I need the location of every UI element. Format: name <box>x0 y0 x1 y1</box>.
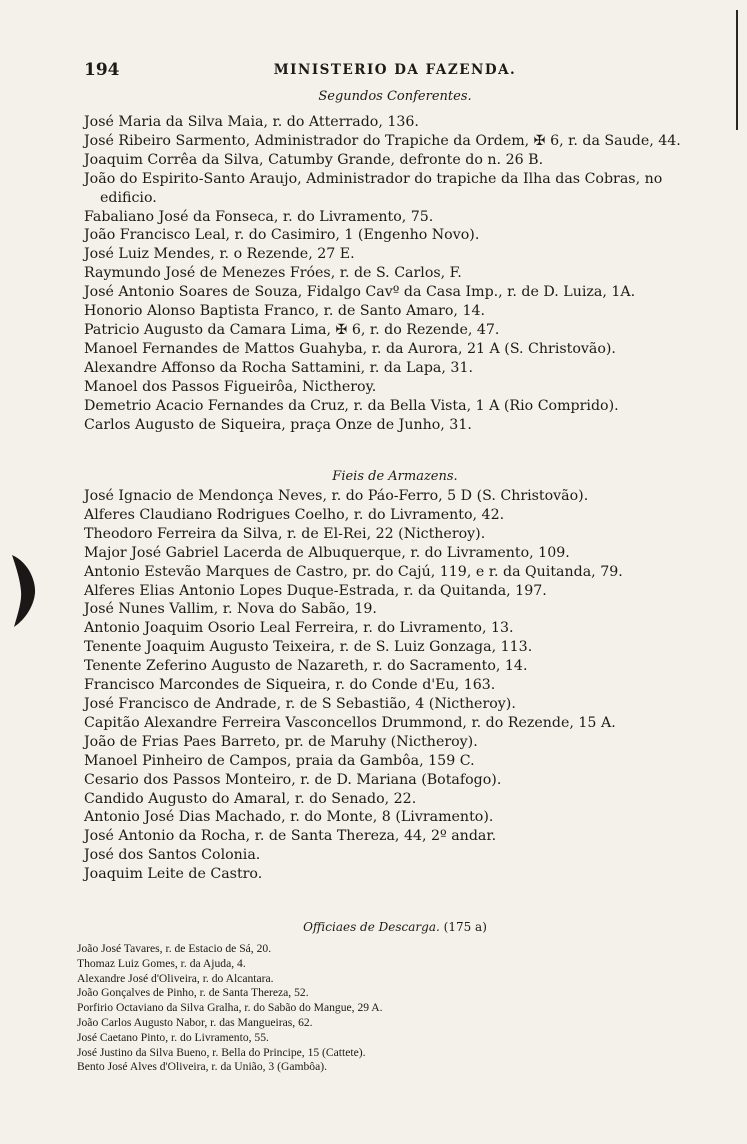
entry-item: Antonio José Dias Machado, r. do Monte, 8 (Livramento). <box>84 809 494 826</box>
entry-item: João Francisco Leal, r. do Casimiro, 1 (Engenho Novo). <box>84 227 480 244</box>
entry-item: Manoel Pinheiro de Campos, praia da Gambôa, 159 C. <box>84 752 475 769</box>
entry-item: José Luiz Mendes, r. o Rezende, 27 E. <box>84 246 355 263</box>
entry-item: José Ribeiro Sarmento, Administrador do Trapiche da Ordem, ✠ 6, r. da Saude, 44. <box>84 132 681 149</box>
running-head <box>84 60 706 84</box>
entry-item: José Caetano Pinto, r. do Livramento, 55. <box>77 1030 269 1044</box>
entry-item: João do Espirito-Santo Araujo, Administrador do trapiche da Ilha das Cobras, no edificio. <box>84 170 663 206</box>
entry-item: Honorio Alonso Baptista Franco, r. de Santo Amaro, 14. <box>84 303 486 320</box>
section-note: (175 a) <box>443 920 487 934</box>
entry-item: Alexandre Affonso da Rocha Sattamini, r. da Lapa, 31. <box>84 359 473 376</box>
entry-item: José dos Santos Colonia. <box>84 847 261 864</box>
entry-list-officiaes-de-descarga <box>77 942 677 1075</box>
entry-list-segundos-conferentes <box>84 113 712 434</box>
entry-item: José Antonio da Rocha, r. de Santa Thereza, 44, 2º andar. <box>84 828 497 845</box>
entry-item: Carlos Augusto de Siqueira, praça Onze de Junho, 31. <box>84 416 472 433</box>
entry-item: Manoel dos Passos Figueirôa, Nictheroy. <box>84 378 377 395</box>
entry-item: Antonio Estevão Marques de Castro, pr. do Cajú, 119, e r. da Quitanda, 79. <box>84 563 623 580</box>
page-title: MINISTERIO DA FAZENDA. <box>273 62 517 78</box>
entry-item: Alferes Claudiano Rodrigues Coelho, r. do Livramento, 42. <box>84 506 505 523</box>
entry-item: João Gonçalves de Pinho, r. de Santa Thereza, 52. <box>77 986 309 1000</box>
section-title: Officiaes de Descarga. <box>303 920 440 934</box>
entry-item: José Justino da Silva Bueno, r. Bella do Principe, 15 (Cattete). <box>77 1045 366 1059</box>
section-heading-officiaes-de-descarga <box>84 920 706 934</box>
page-number: 194 <box>84 60 120 80</box>
section-heading-segundos-conferentes: Segundos Conferentes. <box>318 89 472 104</box>
entry-item: Tenente Joaquim Augusto Teixeira, r. de S. Luiz Gonzaga, 113. <box>84 639 533 656</box>
entry-item: Demetrio Acacio Fernandes da Cruz, r. da Bella Vista, 1 A (Rio Comprido). <box>84 397 619 414</box>
entry-item: Alferes Elias Antonio Lopes Duque-Estrada, r. da Quitanda, 197. <box>84 582 547 599</box>
entry-item: Capitão Alexandre Ferreira Vasconcellos Drummond, r. do Rezende, 15 A. <box>84 714 616 731</box>
entry-item: José Francisco de Andrade, r. de S Sebastião, 4 (Nictheroy). <box>84 695 516 712</box>
entry-item: Joaquim Leite de Castro. <box>84 866 263 883</box>
entry-item: Manoel Fernandes de Mattos Guahyba, r. da Aurora, 21 A (S. Christovão). <box>84 340 616 357</box>
entry-item: Patricio Augusto da Camara Lima, ✠ 6, r. do Rezende, 47. <box>84 321 500 338</box>
entry-item: Porfirio Octaviano da Silva Gralha, r. do Sabão do Mangue, 29 A. <box>77 1001 383 1015</box>
margin-rule <box>736 10 738 130</box>
entry-item: Alexandre José d'Oliveira, r. do Alcantara. <box>77 971 274 985</box>
entry-item: Francisco Marcondes de Siqueira, r. do Conde d'Eu, 163. <box>84 677 496 694</box>
entry-item: João de Frias Paes Barreto, pr. de Maruhy (Nictheroy). <box>84 733 478 750</box>
entry-item: João Carlos Augusto Nabor, r. das Mangueiras, 62. <box>77 1015 313 1029</box>
entry-item: Fabaliano José da Fonseca, r. do Livramento, 75. <box>84 208 434 225</box>
entry-item: Tenente Zeferino Augusto de Nazareth, r. do Sacramento, 14. <box>84 658 528 675</box>
entry-item: Antonio Joaquim Osorio Leal Ferreira, r. do Livramento, 13. <box>84 620 514 637</box>
entry-item: Major José Gabriel Lacerda de Albuquerque, r. do Livramento, 109. <box>84 544 570 561</box>
entry-item: Thomaz Luiz Gomes, r. da Ajuda, 4. <box>77 956 246 970</box>
entry-item: João José Tavares, r. de Estacio de Sá, 20. <box>77 942 272 955</box>
entry-list-fieis-de-armazens <box>84 487 712 884</box>
entry-item: José Ignacio de Mendonça Neves, r. do Páo-Ferro, 5 D (S. Christovão). <box>84 488 589 504</box>
section-heading-fieis-de-armazens: Fieis de Armazens. <box>332 469 458 484</box>
entry-item: José Nunes Vallim, r. Nova do Sabão, 19. <box>84 601 377 618</box>
ink-blot-mark <box>8 553 38 629</box>
entry-item: Cesario dos Passos Monteiro, r. de D. Mariana (Botafogo). <box>84 771 502 788</box>
entry-item: Candido Augusto do Amaral, r. do Senado, 22. <box>84 790 417 807</box>
entry-item: Bento José Alves d'Oliveira, r. da União, 3 (Gambôa). <box>77 1060 328 1074</box>
entry-item: Theodoro Ferreira da Silva, r. de El-Rei, 22 (Nictheroy). <box>84 525 486 542</box>
entry-item: José Antonio Soares de Souza, Fidalgo Cavº da Casa Imp., r. de D. Luiza, 1A. <box>84 284 636 301</box>
entry-item: Joaquim Corrêa da Silva, Catumby Grande, defronte do n. 26 B. <box>84 151 544 168</box>
entry-item: Raymundo José de Menezes Fróes, r. de S. Carlos, F. <box>84 265 462 282</box>
entry-item: José Maria da Silva Maia, r. do Atterrado, 136. <box>84 114 419 130</box>
